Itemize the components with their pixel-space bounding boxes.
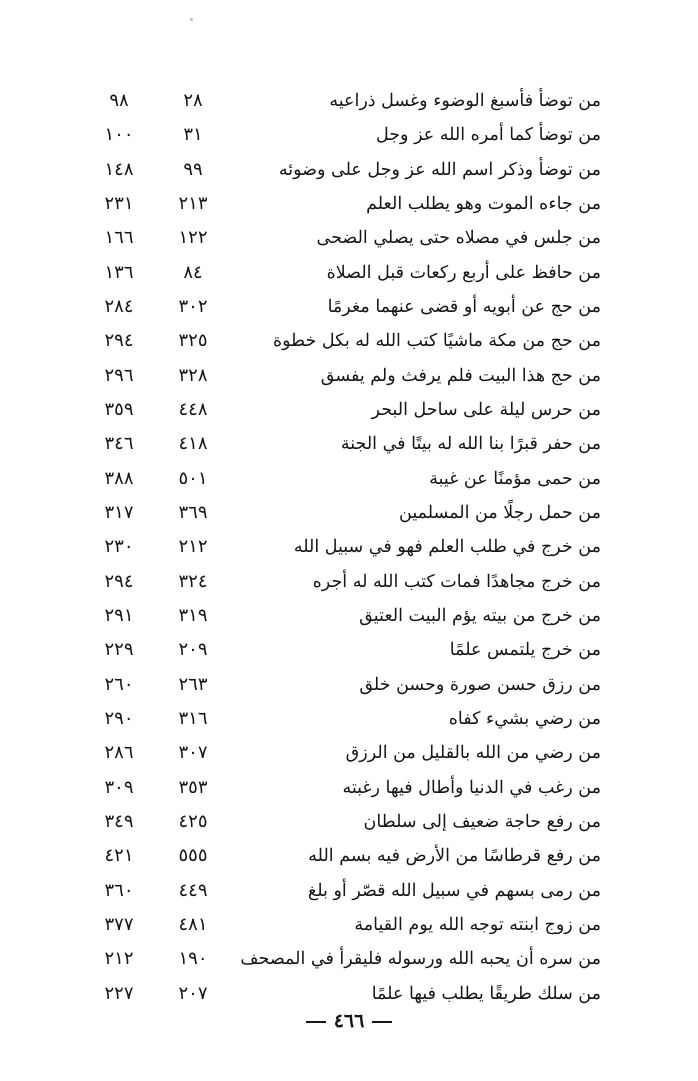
entry-number-first: ٢١٣: [178, 192, 208, 214]
entry-text: من رضي من الله بالقليل من الرزق: [345, 743, 601, 764]
entry-number-first: ٥٠١: [178, 467, 208, 489]
entry-number-first: ٣١٩: [178, 604, 208, 626]
entry-number-second: ٣٦٠: [104, 879, 134, 901]
table-row: [0, 702, 698, 736]
entry-number-second: ٢٩٤: [104, 330, 134, 352]
entry-number-second: ٩٨: [109, 90, 129, 111]
table-row: [0, 187, 698, 221]
entry-number-first: ٣٥٣: [178, 776, 208, 798]
table-row: [0, 359, 698, 393]
entry-number-first: ٢٠٧: [178, 982, 208, 1004]
entry-number-first: ٣١: [183, 124, 203, 146]
entry-text: من خرج في طلب العلم فهو في سبيل الله: [293, 537, 601, 558]
entry-text: من توضأ كما أمره الله عز وجل: [375, 125, 601, 146]
entry-number-second: ٢٩٤: [104, 570, 134, 592]
entry-number-first: ٢٨: [183, 90, 203, 111]
entry-number-second: ٣١٧: [104, 501, 134, 523]
entry-number-second: ٢٩٠: [104, 707, 134, 729]
entry-number-second: ٢١٢: [104, 948, 134, 970]
entry-number-second: ٢٨٤: [104, 295, 134, 317]
entry-number-second: ٢٢٩: [104, 639, 134, 661]
entry-text: من حج هذا البيت فلم يرفث ولم يفسق: [320, 365, 601, 386]
entry-number-second: ٢٦٠: [104, 673, 134, 695]
entry-text: من زوج ابنته توجه الله يوم القيامة: [354, 914, 601, 935]
table-row: [0, 84, 698, 118]
table-row: [0, 153, 698, 187]
scan-speck: [190, 18, 193, 21]
entry-number-second: ٢٩٦: [104, 364, 134, 386]
entry-number-first: ٤٤٨: [178, 398, 208, 420]
entry-number-second: ٤٢١: [104, 845, 134, 867]
table-row: [0, 290, 698, 324]
table-row: [0, 874, 698, 908]
entry-text: من حج من مكة ماشيًا كتب الله له بكل خطوة: [272, 331, 601, 352]
entry-number-second: ١٣٦: [104, 261, 134, 283]
table-row: [0, 118, 698, 152]
entry-number-second: ٢٣٠: [104, 536, 134, 558]
entry-number-second: ٣٤٩: [104, 810, 134, 832]
entry-number-second: ٣٧٧: [104, 913, 134, 935]
entry-number-second: ٣٨٨: [104, 467, 134, 489]
page-number: ٤٦٦: [333, 1010, 365, 1032]
entry-number-second: ٢٩١: [104, 604, 134, 626]
entry-text: من حفر قبرًا بنا الله له بيتًا في الجنة: [340, 434, 601, 455]
entry-text: من حج عن أبويه أو قضى عنهما مغرمًا: [327, 296, 601, 317]
entry-number-second: ٢٣١: [104, 192, 134, 214]
entry-number-first: ٤٢٥: [178, 810, 208, 832]
entry-text: من رفع حاجة ضعيف إلى سلطان: [363, 811, 601, 832]
table-row: [0, 427, 698, 461]
table-row: [0, 839, 698, 873]
entry-number-second: ١٤٨: [104, 158, 134, 180]
entry-text: من رغب في الدنيا وأطال فيها رغبته: [342, 777, 601, 798]
table-row: [0, 462, 698, 496]
table-row: [0, 805, 698, 839]
entry-text: من رفع قرطاسًا من الأرض فيه بسم الله: [308, 846, 601, 867]
entry-number-second: ٣٠٩: [104, 776, 134, 798]
entry-text: من جاءه الموت وهو يطلب العلم: [366, 193, 601, 214]
table-row: [0, 324, 698, 358]
table-row: [0, 736, 698, 770]
entry-text: من حافظ على أربع ركعات قبل الصلاة: [326, 262, 601, 283]
entry-text: من حرس ليلة على ساحل البحر: [371, 399, 601, 420]
entry-number-first: ٣٦٩: [178, 501, 208, 523]
entry-text: من توضأ فأسبغ الوضوء وغسل ذراعيه: [329, 91, 601, 111]
entry-number-second: ٣٤٦: [104, 433, 134, 455]
entry-text: من سلك طريقًا يطلب فيها علمًا: [371, 983, 601, 1004]
entry-number-first: ٣٢٨: [178, 364, 208, 386]
table-row: [0, 393, 698, 427]
table-row: [0, 977, 698, 1011]
entry-number-first: ٢١٢: [178, 536, 208, 558]
entry-text: من خرج من بيته يؤم البيت العتيق: [359, 605, 601, 626]
table-row: [0, 221, 698, 255]
entry-text: من حمى مؤمنًا عن غيبة: [429, 468, 601, 489]
entry-number-first: ١٩٠: [178, 948, 208, 970]
entry-number-first: ٤١٨: [178, 433, 208, 455]
entry-text: من خرج مجاهدًا فمات كتب الله له أجره: [312, 571, 601, 592]
entry-number-first: ٣٠٧: [178, 742, 208, 764]
table-row: [0, 942, 698, 976]
page-footer: [0, 1010, 698, 1032]
index-table: [0, 84, 698, 1011]
entry-number-first: ٣٠٢: [178, 295, 208, 317]
table-row: [0, 633, 698, 667]
entry-number-second: ٣٥٩: [104, 398, 134, 420]
entry-number-first: ٢٠٩: [178, 639, 208, 661]
table-row: [0, 565, 698, 599]
entry-text: من رزق حسن صورة وحسن خلق: [359, 674, 601, 695]
entry-text: من رمى بسهم في سبيل الله قصّر أو بلغ: [307, 880, 601, 901]
entry-number-first: ٣١٦: [178, 707, 208, 729]
entry-number-first: ٥٥٥: [178, 845, 208, 867]
entry-number-second: ٢٢٧: [104, 982, 134, 1004]
table-row: [0, 530, 698, 564]
entry-text: من سره أن يحبه الله ورسوله فليقرأ في المصحف: [240, 949, 601, 970]
entry-number-first: ٨٤: [183, 261, 203, 283]
entry-number-first: ٤٨١: [178, 913, 208, 935]
table-row: [0, 771, 698, 805]
table-row: [0, 496, 698, 530]
table-row: [0, 668, 698, 702]
entry-number-second: ١٦٦: [104, 227, 134, 249]
entry-text: من توضأ وذكر اسم الله عز وجل على وضوئه: [278, 159, 601, 180]
entry-text: من جلس في مصلاه حتى يصلي الضحى: [316, 228, 601, 249]
entry-number-first: ٤٤٩: [178, 879, 208, 901]
entry-number-first: ٣٢٤: [178, 570, 208, 592]
entry-number-first: ٩٩: [183, 158, 203, 180]
entry-text: من حمل رجلًا من المسلمين: [399, 502, 601, 523]
entry-number-second: ١٠٠: [104, 124, 134, 146]
entry-number-first: ١٢٢: [178, 227, 208, 249]
entry-text: من رضي بشيء كفاه: [448, 708, 601, 729]
entry-number-first: ٣٢٥: [178, 330, 208, 352]
table-row: [0, 908, 698, 942]
table-row: [0, 256, 698, 290]
entry-number-first: ٢٦٣: [178, 673, 208, 695]
footer-dash-right: [372, 1021, 392, 1023]
table-row: [0, 599, 698, 633]
entry-number-second: ٢٨٦: [104, 742, 134, 764]
footer-dash-left: [306, 1021, 326, 1023]
entry-text: من خرج يلتمس علمًا: [449, 640, 601, 661]
